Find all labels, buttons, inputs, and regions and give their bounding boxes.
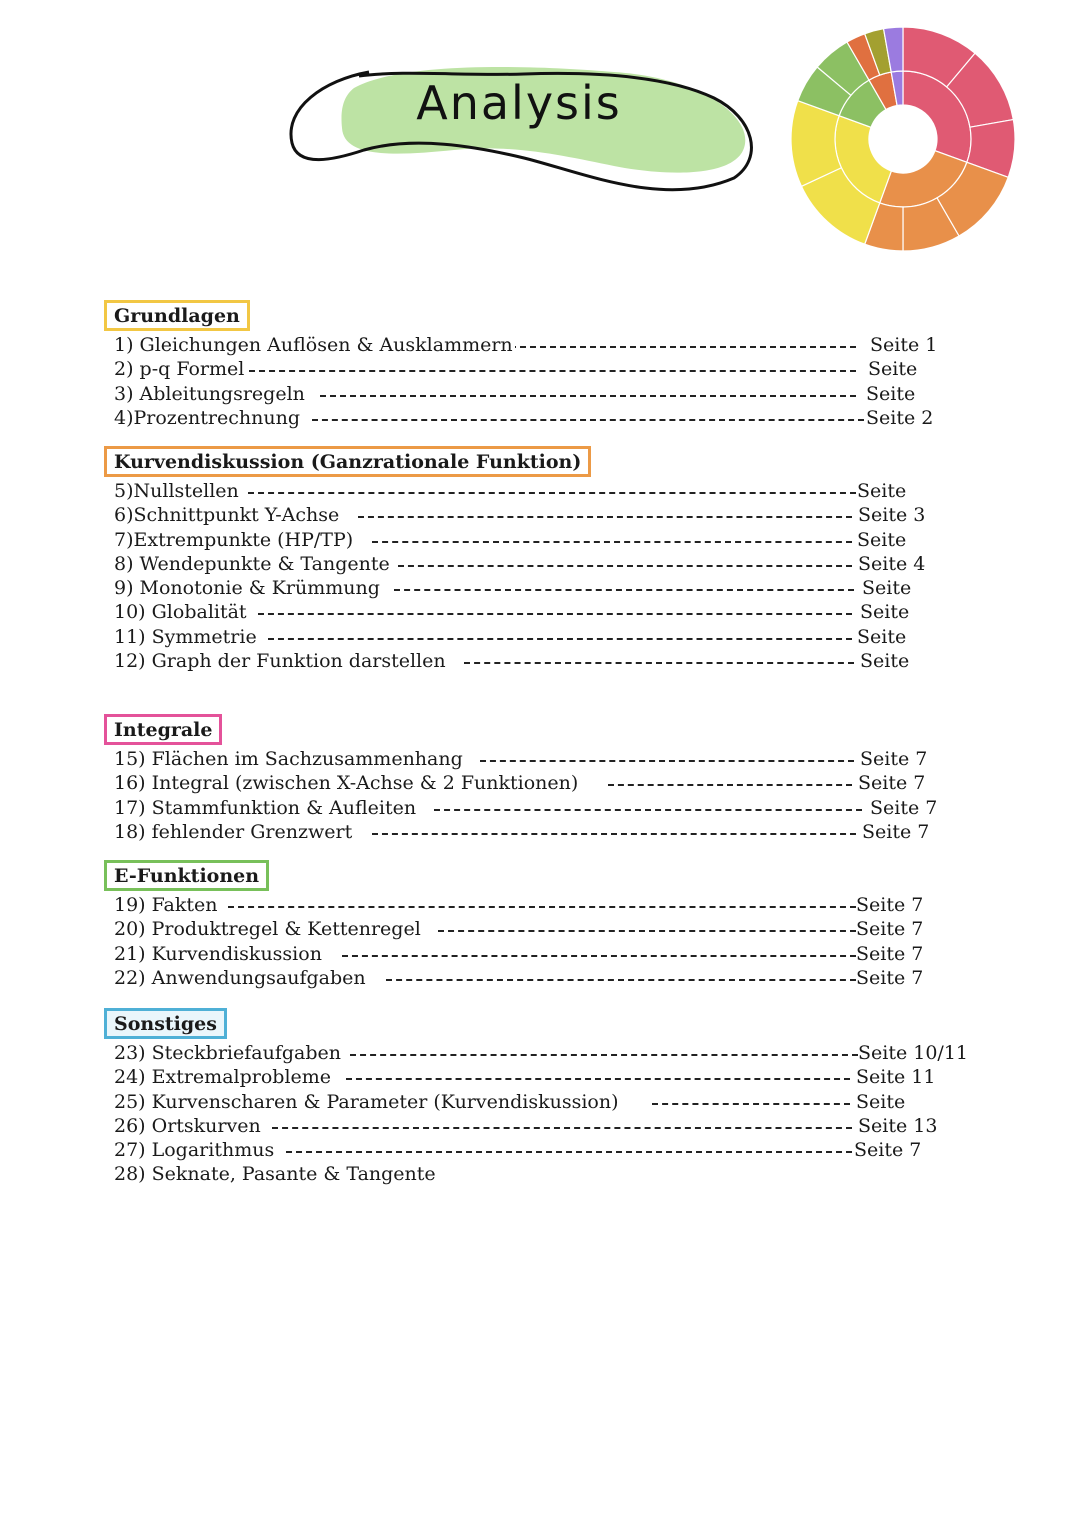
toc-entry-label: 11) Symmetrie [114,625,257,648]
toc-entry-label: 3) Ableitungsregeln [114,382,305,405]
toc-entry-page: Seite [860,650,910,673]
toc-entry-page: Seite 7 [854,1139,922,1162]
section-e-funktionen [104,860,924,990]
toc-entry [104,625,907,649]
toc-entry [104,1065,936,1089]
toc-entry [104,600,910,624]
toc-entry [104,382,916,406]
toc-entry-page: Seite 7 [858,772,926,795]
toc-entry-label: 15) Flächen im Sachzusammenhang [114,748,463,770]
toc-entry-label: 22) Anwendungsaufgaben [114,966,366,989]
toc-entry-label: 23) Steckbriefaufgaben [114,1042,342,1064]
toc-entry [104,576,912,600]
leader-dashes [350,1054,858,1056]
toc-entry [104,357,918,381]
toc-entry [104,820,930,844]
toc-entry [104,747,928,771]
leader-dashes [608,784,852,786]
toc-entry-page: Seite 7 [870,796,938,819]
toc-entry [104,1041,969,1065]
leader-dashes [438,930,856,932]
toc-entry-label: 18) fehlender Grenzwert [114,820,353,843]
sunburst-svg [788,24,1018,254]
toc-entry-page: Seite [856,1090,906,1113]
toc-entry-label: 8) Wendepunkte & Tangente [114,552,390,575]
leader-dashes [346,1078,850,1080]
leader-dashes [434,809,862,811]
toc-entry-page: Seite 7 [862,820,930,843]
section-heading: Sonstiges [104,1008,227,1039]
toc-entry-page: Seite [857,528,907,551]
leader-dashes [372,833,856,835]
toc-entry [104,406,934,430]
toc-entry [104,503,926,527]
toc-entry-page: Seite [857,480,907,502]
toc-entry-label: 24) Extremalprobleme [114,1066,332,1089]
section-integrale [104,714,938,844]
toc-entry-label: 2) p-q Formel [114,358,245,381]
toc-entry-label: 12) Graph der Funktion darstellen [114,650,446,673]
toc-entry-page: Seite 7 [856,894,924,916]
toc-entry-page: Seite 11 [856,1066,936,1089]
toc-entry-page: Seite 10/11 [858,1042,969,1064]
sunburst-chart [788,24,1018,254]
section-heading: Grundlagen [104,300,250,331]
toc-entry [104,966,924,990]
leader-dashes [248,492,856,494]
toc-entry [104,1138,922,1162]
toc-entry-page: Seite 13 [858,1114,938,1137]
leader-dashes [312,419,864,421]
title-banner [284,58,764,208]
leader-dashes [272,1127,852,1129]
toc-entry-label: 16) Integral (zwischen X-Achse & 2 Funktionen) [114,772,579,795]
section-kurvendiskussion [104,446,926,673]
toc-entry-label: 10) Globalität [114,601,247,624]
toc-entry [104,333,938,357]
toc-entry-page: Seite [860,601,910,624]
toc-entry-label: 6)Schnittpunkt Y-Achse [114,504,340,527]
toc-entry-page: Seite 7 [856,966,924,989]
section-grundlagen [104,300,938,430]
toc-entry-page: Seite 7 [860,748,928,770]
leader-dashes [320,395,856,397]
leader-dashes [342,955,856,957]
toc-entry-page: Seite 4 [858,552,926,575]
leader-dashes [258,613,852,615]
toc-entry-label: 9) Monotonie & Krümmung [114,577,380,600]
toc-entry-page: Seite [868,358,918,381]
toc-entry-label: 28) Seknate, Pasante & Tangente [114,1163,436,1186]
leader-dashes [228,906,856,908]
leader-dashes [394,589,854,591]
toc-entry [104,942,924,966]
toc-entry-page: Seite 7 [856,942,924,965]
toc-entry [104,1162,436,1186]
toc-entry-label: 26) Ortskurven [114,1114,261,1137]
section-heading: E-Funktionen [104,860,269,891]
leader-dashes [386,979,856,981]
leader-dashes [286,1151,852,1153]
toc-entry [104,649,910,673]
toc-entry-page: Seite [866,382,916,405]
toc-entry [104,796,938,820]
toc-entry-label: 21) Kurvendiskussion [114,942,322,965]
toc-entry-label: 20) Produktregel & Kettenregel [114,918,421,941]
page-title: Analysis [416,76,622,130]
toc-entry-label: 5)Nullstellen [114,480,239,502]
toc-entry [104,1090,906,1114]
toc-entry-page: Seite [862,577,912,600]
toc-entry-page: Seite 3 [858,504,926,527]
toc-entry [104,479,907,503]
toc-entry-page: Seite 1 [870,334,938,356]
toc-entry [104,1114,938,1138]
leader-dashes [249,370,856,372]
toc-entry-page: Seite 7 [856,918,924,941]
section-heading: Integrale [104,714,222,745]
toc-entry [104,771,926,795]
section-sonstiges [104,1008,969,1187]
leader-dashes [372,541,852,543]
leader-dashes [480,760,854,762]
toc-entry-label: 4)Prozentrechnung [114,406,301,429]
toc-entry [104,917,924,941]
toc-entry-label: 17) Stammfunktion & Aufleiten [114,796,417,819]
toc-entry [104,893,924,917]
toc-entry-label: 7)Extrempunkte (HP/TP) [114,528,354,551]
toc-entry [104,552,926,576]
leader-dashes [358,516,852,518]
toc-entry [104,528,907,552]
leader-dashes [398,565,852,567]
leader-dashes [464,662,854,664]
toc-entry-page: Seite [857,625,907,648]
toc-entry-label: 1) Gleichungen Auflösen & Ausklammern [114,334,513,356]
section-heading: Kurvendiskussion (Ganzrationale Funktion) [104,446,591,477]
toc-entry-label: 27) Logarithmus [114,1139,275,1162]
toc-entry-page: Seite 2 [866,406,934,429]
toc-entry-label: 25) Kurvenscharen & Parameter (Kurvendiskussion) [114,1090,619,1113]
leader-dashes [268,638,852,640]
toc-entry-label: 19) Fakten [114,894,218,916]
leader-dashes [652,1103,850,1105]
